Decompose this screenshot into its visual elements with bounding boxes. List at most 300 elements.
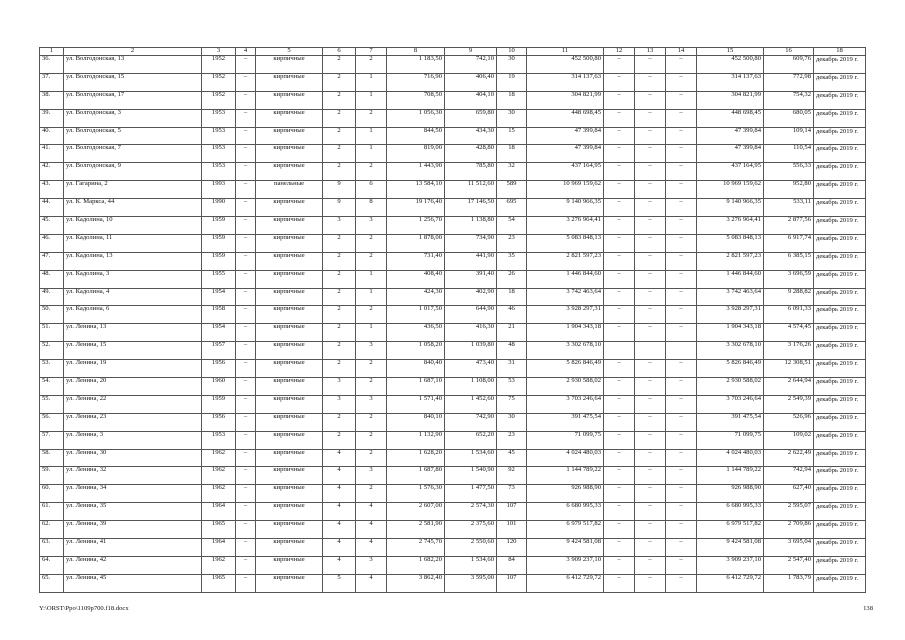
table-cell: 3	[323, 217, 356, 235]
table-cell: 1 058,20	[387, 342, 445, 360]
table-cell: 2 549,39	[764, 395, 814, 413]
table-cell: 731,40	[387, 252, 445, 270]
table-cell: 3 928 297,31	[697, 306, 764, 324]
table-cell: 2	[356, 252, 387, 270]
table-cell: 44.	[40, 199, 64, 217]
table-cell: 9 424 581,08	[527, 539, 604, 557]
table-cell: кирпичные	[256, 449, 323, 467]
table-cell: 2	[356, 109, 387, 127]
table-cell: 2 821 597,23	[697, 252, 764, 270]
table-cell: –	[666, 449, 697, 467]
table-cell: 53.	[40, 360, 64, 378]
table-cell: –	[604, 413, 635, 431]
table-cell: –	[666, 503, 697, 521]
table-cell: кирпичные	[256, 288, 323, 306]
table-cell: 1	[356, 145, 387, 163]
table-cell: 2	[323, 127, 356, 145]
table-cell: –	[236, 234, 256, 252]
table-cell: 5 083 848,13	[527, 234, 604, 252]
table-cell: 428,80	[445, 145, 497, 163]
table-cell: ул. Кадолина, 11	[64, 234, 202, 252]
table-cell: 3 595,00	[445, 574, 497, 592]
table-cell: 1959	[202, 217, 236, 235]
table-cell: –	[604, 556, 635, 574]
table-cell: –	[604, 378, 635, 396]
table-cell: декабрь 2019 г.	[814, 395, 866, 413]
table-cell: 2 581,90	[387, 521, 445, 539]
table-cell: 2	[356, 163, 387, 181]
table-cell: ул. Ленина, 19	[64, 360, 202, 378]
table-cell: 10 969 159,62	[697, 181, 764, 199]
column-number-cell: 18	[814, 48, 866, 56]
table-cell: –	[236, 217, 256, 235]
table-cell: 18	[497, 145, 527, 163]
table-cell: –	[236, 91, 256, 109]
table-row	[40, 360, 866, 378]
table-cell: 2 930 588,02	[527, 378, 604, 396]
table-cell: 2	[356, 378, 387, 396]
table-cell: 1 534,60	[445, 556, 497, 574]
table-cell: 1959	[202, 252, 236, 270]
table-cell: 1962	[202, 556, 236, 574]
table-cell: 840,40	[387, 360, 445, 378]
table-cell: 437 164,95	[527, 163, 604, 181]
table-cell: 1955	[202, 270, 236, 288]
table-cell: –	[635, 252, 666, 270]
table-cell: 38.	[40, 91, 64, 109]
table-cell: 742,90	[445, 413, 497, 431]
table-cell: –	[236, 485, 256, 503]
table-cell: 1 571,40	[387, 395, 445, 413]
table-row	[40, 413, 866, 431]
table-cell: 2 622,49	[764, 449, 814, 467]
table-cell: 56.	[40, 413, 64, 431]
table-cell: 448 698,45	[527, 109, 604, 127]
table-cell: 30	[497, 56, 527, 74]
table-cell: декабрь 2019 г.	[814, 56, 866, 74]
table-cell: 55.	[40, 395, 64, 413]
table-cell: 50.	[40, 306, 64, 324]
table-cell: 37.	[40, 73, 64, 91]
table-cell: 4	[323, 485, 356, 503]
table-cell: ул. Кадолина, 6	[64, 306, 202, 324]
table-cell: 3 276 964,41	[697, 217, 764, 235]
table-cell: ул. Ленина, 20	[64, 378, 202, 396]
table-cell: 109,14	[764, 127, 814, 145]
table-cell: декабрь 2019 г.	[814, 234, 866, 252]
table-cell: 47 399,84	[697, 127, 764, 145]
table-cell: 39.	[40, 109, 64, 127]
table-cell: –	[604, 360, 635, 378]
table-cell: 65.	[40, 574, 64, 592]
table-row	[40, 324, 866, 342]
table-cell: 441,90	[445, 252, 497, 270]
table-row	[40, 485, 866, 503]
table-cell: декабрь 2019 г.	[814, 503, 866, 521]
table-cell: 742,10	[445, 56, 497, 74]
table-cell: 1 443,90	[387, 163, 445, 181]
table-cell: декабрь 2019 г.	[814, 73, 866, 91]
table-cell: 4	[356, 539, 387, 557]
table-cell	[666, 342, 697, 360]
table-cell: 844,50	[387, 127, 445, 145]
table-cell: –	[604, 306, 635, 324]
table-cell: –	[635, 234, 666, 252]
table-cell: ул. Ленина, 39	[64, 521, 202, 539]
table-cell: декабрь 2019 г.	[814, 109, 866, 127]
table-cell: –	[635, 181, 666, 199]
table-cell: кирпичные	[256, 270, 323, 288]
table-row	[40, 395, 866, 413]
table-cell: 6 680 995,33	[527, 503, 604, 521]
table-cell: –	[236, 181, 256, 199]
column-number-cell: 16	[764, 48, 814, 56]
table-cell: 1 540,90	[445, 467, 497, 485]
table-cell: 416,30	[445, 324, 497, 342]
file-path: Y:\ORST\Ppo\1109p700.f18.docx	[39, 605, 129, 612]
table-cell: 1 446 844,60	[697, 270, 764, 288]
table-cell: 1959	[202, 234, 236, 252]
table-cell: 48	[497, 342, 527, 360]
table-cell: –	[236, 109, 256, 127]
table-cell: –	[666, 378, 697, 396]
table-cell: ул. Волгодонская, 15	[64, 73, 202, 91]
table-cell: –	[666, 306, 697, 324]
table-row	[40, 145, 866, 163]
table-cell: 3	[323, 395, 356, 413]
table-cell: –	[666, 467, 697, 485]
table-cell: 6 412 729,72	[527, 574, 604, 592]
table-cell: 3	[323, 378, 356, 396]
table-cell: 819,00	[387, 145, 445, 163]
table-cell: 2	[323, 56, 356, 74]
table-cell: 4	[323, 503, 356, 521]
table-cell: 408,40	[387, 270, 445, 288]
table-cell: –	[635, 217, 666, 235]
column-number-row	[40, 48, 866, 56]
table-cell: 1952	[202, 56, 236, 74]
table-cell: 716,90	[387, 73, 445, 91]
table-cell: 3 703 246,64	[697, 395, 764, 413]
table-cell: 3 909 237,10	[527, 556, 604, 574]
table-cell: –	[635, 163, 666, 181]
table-cell: 54.	[40, 378, 64, 396]
table-cell: 46.	[40, 234, 64, 252]
table-cell: кирпичные	[256, 342, 323, 360]
table-cell: –	[604, 467, 635, 485]
table-cell: 304 821,99	[527, 91, 604, 109]
table-cell: –	[666, 360, 697, 378]
table-cell: –	[666, 539, 697, 557]
table-cell: 75	[497, 395, 527, 413]
table-cell: –	[666, 109, 697, 127]
table-cell: 2	[323, 91, 356, 109]
table-cell: –	[236, 288, 256, 306]
table-cell: –	[604, 109, 635, 127]
table-row	[40, 181, 866, 199]
table-cell: –	[666, 73, 697, 91]
table-cell: 1 108,00	[445, 378, 497, 396]
table-cell: –	[666, 91, 697, 109]
table-cell: 2	[356, 485, 387, 503]
table-cell: –	[236, 324, 256, 342]
column-number-cell: 7	[356, 48, 387, 56]
table-cell: 71 099,75	[527, 431, 604, 449]
table-cell: 1 687,10	[387, 378, 445, 396]
table-cell: 644,90	[445, 306, 497, 324]
table-cell: 2	[356, 413, 387, 431]
table-cell: –	[604, 181, 635, 199]
table-cell: –	[635, 485, 666, 503]
table-cell: 3 696,59	[764, 270, 814, 288]
table-cell: –	[604, 324, 635, 342]
column-number-cell: 3	[202, 48, 236, 56]
table-cell: 3 909 237,10	[697, 556, 764, 574]
table-cell: –	[635, 324, 666, 342]
table-cell: 1 446 844,60	[527, 270, 604, 288]
table-cell: 1 576,30	[387, 485, 445, 503]
table-cell: кирпичные	[256, 521, 323, 539]
table-cell: 26	[497, 270, 527, 288]
column-number-cell: 12	[604, 48, 635, 56]
table-cell: –	[666, 288, 697, 306]
table-cell: 1 039,80	[445, 342, 497, 360]
column-number-cell: 13	[635, 48, 666, 56]
table-cell: –	[666, 217, 697, 235]
table-cell: –	[604, 217, 635, 235]
table-cell: 1 183,50	[387, 56, 445, 74]
table-cell: 62.	[40, 521, 64, 539]
table-cell: декабрь 2019 г.	[814, 485, 866, 503]
table-cell: 6 091,33	[764, 306, 814, 324]
table-cell: –	[635, 395, 666, 413]
table-cell: 659,80	[445, 109, 497, 127]
table-cell: кирпичные	[256, 163, 323, 181]
table-cell: кирпичные	[256, 556, 323, 574]
table-cell: 742,94	[764, 467, 814, 485]
table-cell: 54	[497, 217, 527, 235]
table-cell: 11 512,60	[445, 181, 497, 199]
table-cell: –	[666, 485, 697, 503]
table-cell: –	[635, 288, 666, 306]
table-cell: 47 399,84	[527, 145, 604, 163]
table-cell: –	[236, 431, 256, 449]
table-cell: 4 024 480,03	[527, 449, 604, 467]
table-cell: 437 164,95	[697, 163, 764, 181]
register-table	[39, 47, 866, 593]
table-cell: 18	[497, 288, 527, 306]
table-cell: 30	[497, 413, 527, 431]
table-cell: 63.	[40, 539, 64, 557]
table-cell: 9 140 966,35	[697, 199, 764, 217]
table-cell: 1 017,50	[387, 306, 445, 324]
table-cell: 695	[497, 199, 527, 217]
table-cell: кирпичные	[256, 574, 323, 592]
table-cell: ул. Ленина, 3	[64, 431, 202, 449]
column-number-cell: 8	[387, 48, 445, 56]
table-cell: декабрь 2019 г.	[814, 324, 866, 342]
table-cell: 1956	[202, 413, 236, 431]
table-cell: 47 399,84	[697, 145, 764, 163]
table-cell: 1954	[202, 324, 236, 342]
table-cell: 10 969 159,62	[527, 181, 604, 199]
table-cell: 109,02	[764, 431, 814, 449]
table-cell: 1	[356, 288, 387, 306]
table-cell: кирпичные	[256, 56, 323, 74]
table-cell: ул. Ленина, 32	[64, 467, 202, 485]
table-cell: ул. Волгодонская, 13	[64, 56, 202, 74]
table-cell: кирпичные	[256, 127, 323, 145]
table-cell: 526,96	[764, 413, 814, 431]
table-cell: –	[635, 556, 666, 574]
table-cell: 5 826 846,49	[697, 360, 764, 378]
column-number-cell: 5	[256, 48, 323, 56]
table-cell: 58.	[40, 449, 64, 467]
table-cell: декабрь 2019 г.	[814, 342, 866, 360]
table-cell: –	[236, 521, 256, 539]
table-cell: декабрь 2019 г.	[814, 449, 866, 467]
table-cell: ул. Ленина, 41	[64, 539, 202, 557]
column-number-cell: 6	[323, 48, 356, 56]
table-cell: кирпичные	[256, 306, 323, 324]
table-cell: –	[635, 413, 666, 431]
table-cell: 9	[323, 199, 356, 217]
table-cell: кирпичные	[256, 395, 323, 413]
table-cell: 107	[497, 503, 527, 521]
table-cell: 314 137,63	[697, 73, 764, 91]
table-cell: 36.	[40, 56, 64, 74]
table-cell: 2	[323, 431, 356, 449]
table-cell: 926 988,90	[697, 485, 764, 503]
column-number-cell: 11	[527, 48, 604, 56]
table-cell: 1 144 789,22	[527, 467, 604, 485]
table-cell: –	[236, 449, 256, 467]
table-cell: –	[635, 199, 666, 217]
table-cell: 84	[497, 556, 527, 574]
table-cell: 772,98	[764, 73, 814, 91]
table-cell: –	[635, 145, 666, 163]
table-cell: 2 375,60	[445, 521, 497, 539]
table-cell: –	[635, 467, 666, 485]
table-cell: 404,10	[445, 91, 497, 109]
table-cell: 32	[497, 163, 527, 181]
table-cell: 1962	[202, 485, 236, 503]
table-cell: 12 308,51	[764, 360, 814, 378]
table-row	[40, 503, 866, 521]
table-cell: декабрь 2019 г.	[814, 521, 866, 539]
table-row	[40, 431, 866, 449]
table-cell: 734,90	[445, 234, 497, 252]
table-cell: 3 862,40	[387, 574, 445, 592]
table-cell: 2	[323, 342, 356, 360]
table-cell: 2 595,07	[764, 503, 814, 521]
table-row	[40, 199, 866, 217]
table-cell: 21	[497, 324, 527, 342]
table-cell: 46	[497, 306, 527, 324]
table-cell: ул. Ленина, 22	[64, 395, 202, 413]
table-cell: 1953	[202, 127, 236, 145]
table-cell: 4	[323, 467, 356, 485]
table-cell: 3 703 246,64	[527, 395, 604, 413]
table-cell: 1990	[202, 199, 236, 217]
table-cell: 609,76	[764, 56, 814, 74]
table-cell: 9 424 581,08	[697, 539, 764, 557]
table-cell: 3 276 964,41	[527, 217, 604, 235]
column-number-cell: 14	[666, 48, 697, 56]
table-cell: –	[236, 395, 256, 413]
table-cell: 2	[323, 145, 356, 163]
table-cell: 107	[497, 574, 527, 592]
table-cell: 1993	[202, 181, 236, 199]
table-cell: 2 574,30	[445, 503, 497, 521]
table-row	[40, 378, 866, 396]
table-cell: 1952	[202, 91, 236, 109]
table-cell: 2	[356, 56, 387, 74]
table-cell: ул. Волгодонская, 9	[64, 163, 202, 181]
table-cell: 4 024 480,03	[697, 449, 764, 467]
table-cell: 1 138,80	[445, 217, 497, 235]
table-cell: –	[236, 73, 256, 91]
table-cell: 19 176,40	[387, 199, 445, 217]
table-cell: –	[666, 395, 697, 413]
table-cell: 60.	[40, 485, 64, 503]
table-cell: 1954	[202, 288, 236, 306]
table-cell: 2	[323, 109, 356, 127]
table-cell: –	[666, 234, 697, 252]
table-cell: –	[635, 91, 666, 109]
table-cell: декабрь 2019 г.	[814, 127, 866, 145]
table-cell: ул. К. Маркса, 44	[64, 199, 202, 217]
table-cell: декабрь 2019 г.	[814, 163, 866, 181]
table-cell: ул. Ленина, 35	[64, 503, 202, 521]
table-cell: декабрь 2019 г.	[814, 181, 866, 199]
table-cell: 1 904 343,18	[697, 324, 764, 342]
table-row	[40, 467, 866, 485]
table-cell: 1965	[202, 574, 236, 592]
table-cell: 17 146,50	[445, 199, 497, 217]
table-cell: 6 917,74	[764, 234, 814, 252]
table-cell: панельные	[256, 181, 323, 199]
table-cell: 2	[356, 449, 387, 467]
table-cell: кирпичные	[256, 145, 323, 163]
table-cell: 1964	[202, 503, 236, 521]
table-cell: 3 176,26	[764, 342, 814, 360]
table-cell: 1960	[202, 378, 236, 396]
table-cell: 1	[356, 127, 387, 145]
table-cell: кирпичные	[256, 539, 323, 557]
column-number-cell: 15	[697, 48, 764, 56]
table-cell: 3	[356, 467, 387, 485]
table-cell: –	[604, 431, 635, 449]
table-cell: 1 144 789,22	[697, 467, 764, 485]
table-cell: 2 550,60	[445, 539, 497, 557]
table-cell: кирпичные	[256, 485, 323, 503]
table-cell: кирпичные	[256, 73, 323, 91]
table-row	[40, 217, 866, 235]
table-cell: декабрь 2019 г.	[814, 145, 866, 163]
table-cell: 1 477,50	[445, 485, 497, 503]
table-cell: 652,20	[445, 431, 497, 449]
table-row	[40, 449, 866, 467]
table-cell: –	[635, 574, 666, 592]
table-cell: кирпичные	[256, 378, 323, 396]
table-row	[40, 127, 866, 145]
table-cell: 1953	[202, 109, 236, 127]
table-cell: 15	[497, 127, 527, 145]
table-cell: –	[604, 485, 635, 503]
table-cell: декабрь 2019 г.	[814, 252, 866, 270]
table-cell: декабрь 2019 г.	[814, 91, 866, 109]
